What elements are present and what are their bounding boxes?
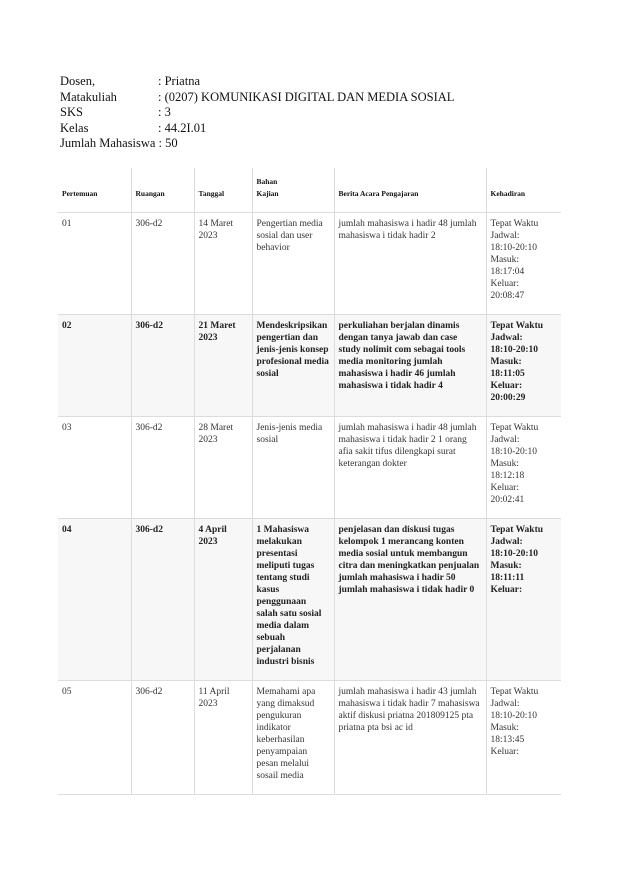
cell-kehadiran: Tepat Waktu Jadwal: 18:10-20:10 Masuk: 18:13:45 Keluar: — [486, 680, 561, 794]
cell-tanggal: 4 April 2023 — [194, 518, 252, 680]
table-row — [58, 314, 561, 416]
dosen-value: : Priatna — [158, 74, 201, 88]
cell-berita-acara: perkuliahan berjalan dinamis dengan tanya jawab dan case study nolimit com sebagai tools media monitoring jumlah mahasiswa i hadir 46 jumlah mahasiswa i tidak hadir 4 — [334, 314, 486, 416]
cell-ruangan: 306-d2 — [131, 314, 194, 416]
cell-pertemuan: 01 — [58, 212, 131, 314]
cell-ruangan: 306-d2 — [131, 416, 194, 518]
cell-tanggal: 21 Maret 2023 — [194, 314, 252, 416]
column-header-pertemuan: Pertemuan — [58, 168, 131, 212]
kelas-label: Kelas — [60, 120, 89, 135]
sks-value: : 3 — [158, 105, 171, 119]
cell-pertemuan: 04 — [58, 518, 131, 680]
header-row-kelas — [60, 121, 454, 137]
cell-bahan-kajian: Mendeskripsikan pengertian dan jenis-jenis konsep profesional media sosial — [252, 314, 334, 416]
cell-ruangan: 306-d2 — [131, 518, 194, 680]
column-header-tanggal: Tanggal — [194, 168, 252, 212]
cell-pertemuan: 03 — [58, 416, 131, 518]
cell-bahan-kajian: Jenis-jenis media sosial — [252, 416, 334, 518]
cell-tanggal: 28 Maret 2023 — [194, 416, 252, 518]
cell-kehadiran: Tepat Waktu Jadwal: 18:10-20:10 Masuk: 18:11:05 Keluar: 20:00:29 — [486, 314, 561, 416]
column-header-ruangan: Ruangan — [131, 168, 194, 212]
cell-tanggal: 11 April 2023 — [194, 680, 252, 794]
table-header-row — [58, 168, 561, 212]
table-row — [58, 212, 561, 314]
attendance-table — [58, 168, 561, 795]
kelas-value: : 44.2I.01 — [158, 120, 207, 135]
jumlah-mahasiswa-label: Jumlah Mahasiswa — [60, 136, 156, 150]
cell-kehadiran: Tepat Waktu Jadwal: 18:10-20:10 Masuk: 18:11:11 Keluar: — [486, 518, 561, 680]
table-row — [58, 680, 561, 794]
table-row — [58, 416, 561, 518]
column-header-kehadiran: Kehadiran — [486, 168, 561, 212]
cell-bahan-kajian: Pengertian media sosial dan user behavior — [252, 212, 334, 314]
table-row — [58, 518, 561, 680]
header-row-dosen — [60, 74, 454, 90]
cell-bahan-kajian: Memahami apa yang dimaksud pengukuran indikator keberhasilan penyampaian pesan melalui sosail media — [252, 680, 334, 794]
cell-berita-acara: jumlah mahasiswa i hadir 43 jumlah mahasiswa i tidak hadir 7 mahasiswa aktif diskusi priatna 201809125 pta priatna pta bsi ac id — [334, 680, 486, 794]
jumlah-mahasiswa-value: : 50 — [158, 136, 178, 150]
matakuliah-label: Matakuliah — [60, 89, 117, 104]
cell-kehadiran: Tepat Waktu Jadwal: 18:10-20:10 Masuk: 18:12:18 Keluar: 20:02:41 — [486, 416, 561, 518]
column-header-berita-acara: Berita Acara Pengajaran — [334, 168, 486, 212]
column-header-bahan-kajian: Bahan Kajian — [252, 168, 334, 212]
cell-pertemuan: 05 — [58, 680, 131, 794]
cell-ruangan: 306-d2 — [131, 680, 194, 794]
cell-berita-acara: jumlah mahasiswa i hadir 48 jumlah mahasiswa i tidak hadir 2 1 orang afia sakit tifus dilengkapi surat keterangan dokter — [334, 416, 486, 518]
header-row-jumlah-mahasiswa — [60, 136, 454, 152]
cell-berita-acara: jumlah mahasiswa i hadir 48 jumlah mahasiswa i tidak hadir 2 — [334, 212, 486, 314]
course-header — [60, 74, 454, 152]
matakuliah-value: : (0207) KOMUNIKASI DIGITAL DAN MEDIA SOSIAL — [158, 89, 455, 104]
cell-pertemuan: 02 — [58, 314, 131, 416]
cell-bahan-kajian: 1 Mahasiswa melakukan presentasi meliputi tugas tentang studi kasus penggunaan salah satu sosial media dalam sebuah perjalanan industri bisnis — [252, 518, 334, 680]
cell-kehadiran: Tepat Waktu Jadwal: 18:10-20:10 Masuk: 18:17:04 Keluar: 20:08:47 — [486, 212, 561, 314]
cell-tanggal: 14 Maret 2023 — [194, 212, 252, 314]
cell-ruangan: 306-d2 — [131, 212, 194, 314]
header-row-sks — [60, 105, 454, 121]
header-row-matakuliah — [60, 90, 454, 106]
dosen-label: Dosen, — [60, 74, 96, 88]
cell-berita-acara: penjelasan dan diskusi tugas kelompok 1 merancang konten media sosial untuk membangun citra dan meningkatkan penjualan jumlah mahasiswa i hadir 50 jumlah mahasiswa i tidak hadir 0 — [334, 518, 486, 680]
sks-label: SKS — [60, 105, 83, 119]
